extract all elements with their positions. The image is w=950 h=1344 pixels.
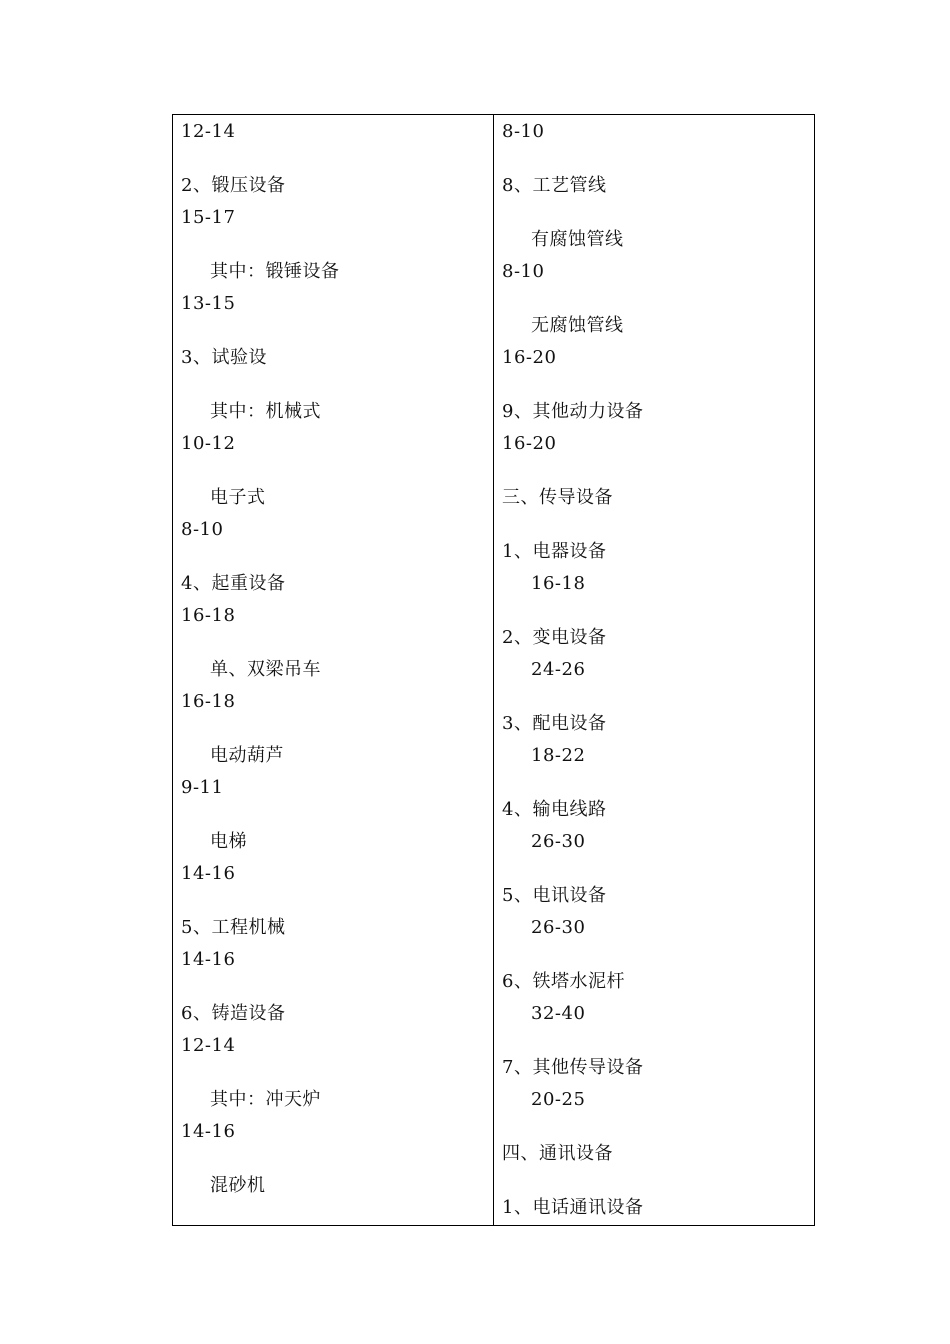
right-line-19: 26-30 [531, 917, 586, 938]
left-line-7: 其中：机械式 [210, 401, 321, 422]
right-line-3: 有腐蚀管线 [531, 229, 624, 250]
right-line-9: 三、传导设备 [502, 487, 613, 508]
right-line-5: 无腐蚀管线 [531, 315, 624, 336]
right-line-15: 18-22 [531, 745, 586, 766]
left-line-23: 其中：冲天炉 [210, 1089, 321, 1110]
right-line-10: 1、电器设备 [502, 541, 607, 562]
right-line-22: 7、其他传导设备 [502, 1057, 644, 1078]
left-line-18: 14-16 [181, 863, 236, 884]
left-line-15: 电动葫芦 [210, 745, 284, 766]
right-line-18: 5、电讯设备 [502, 885, 607, 906]
right-line-17: 26-30 [531, 831, 586, 852]
right-line-23: 20-25 [531, 1089, 586, 1110]
column-divider [493, 114, 494, 1226]
left-line-1: 12-14 [181, 121, 236, 142]
right-line-8: 16-20 [502, 433, 557, 454]
left-line-8: 10-12 [181, 433, 236, 454]
right-line-14: 3、配电设备 [502, 713, 607, 734]
left-line-25: 混砂机 [210, 1175, 266, 1196]
left-line-12: 16-18 [181, 605, 236, 626]
left-line-10: 8-10 [181, 519, 224, 540]
left-line-3: 15-17 [181, 207, 236, 228]
left-line-6: 3、试验设 [181, 347, 267, 368]
left-line-16: 9-11 [181, 777, 224, 798]
right-line-4: 8-10 [502, 261, 545, 282]
right-line-20: 6、铁塔水泥杆 [502, 971, 625, 992]
right-line-6: 16-20 [502, 347, 557, 368]
left-line-24: 14-16 [181, 1121, 236, 1142]
right-line-11: 16-18 [531, 573, 586, 594]
right-line-7: 9、其他动力设备 [502, 401, 644, 422]
right-line-21: 32-40 [531, 1003, 586, 1024]
left-line-2: 2、锻压设备 [181, 175, 286, 196]
left-line-22: 12-14 [181, 1035, 236, 1056]
left-line-5: 13-15 [181, 293, 236, 314]
left-line-17: 电梯 [210, 831, 247, 852]
right-line-24: 四、通讯设备 [502, 1143, 613, 1164]
left-line-20: 14-16 [181, 949, 236, 970]
left-line-14: 16-18 [181, 691, 236, 712]
left-line-11: 4、起重设备 [181, 573, 286, 594]
right-line-16: 4、输电线路 [502, 799, 607, 820]
right-line-13: 24-26 [531, 659, 586, 680]
left-line-13: 单、双梁吊车 [210, 659, 321, 680]
left-line-19: 5、工程机械 [181, 917, 286, 938]
left-line-21: 6、铸造设备 [181, 1003, 286, 1024]
right-line-2: 8、工艺管线 [502, 175, 607, 196]
left-line-4: 其中：锻锤设备 [210, 261, 340, 282]
right-line-12: 2、变电设备 [502, 627, 607, 648]
right-line-25: 1、电话通讯设备 [502, 1197, 644, 1218]
right-line-1: 8-10 [502, 121, 545, 142]
left-line-9: 电子式 [210, 487, 266, 508]
